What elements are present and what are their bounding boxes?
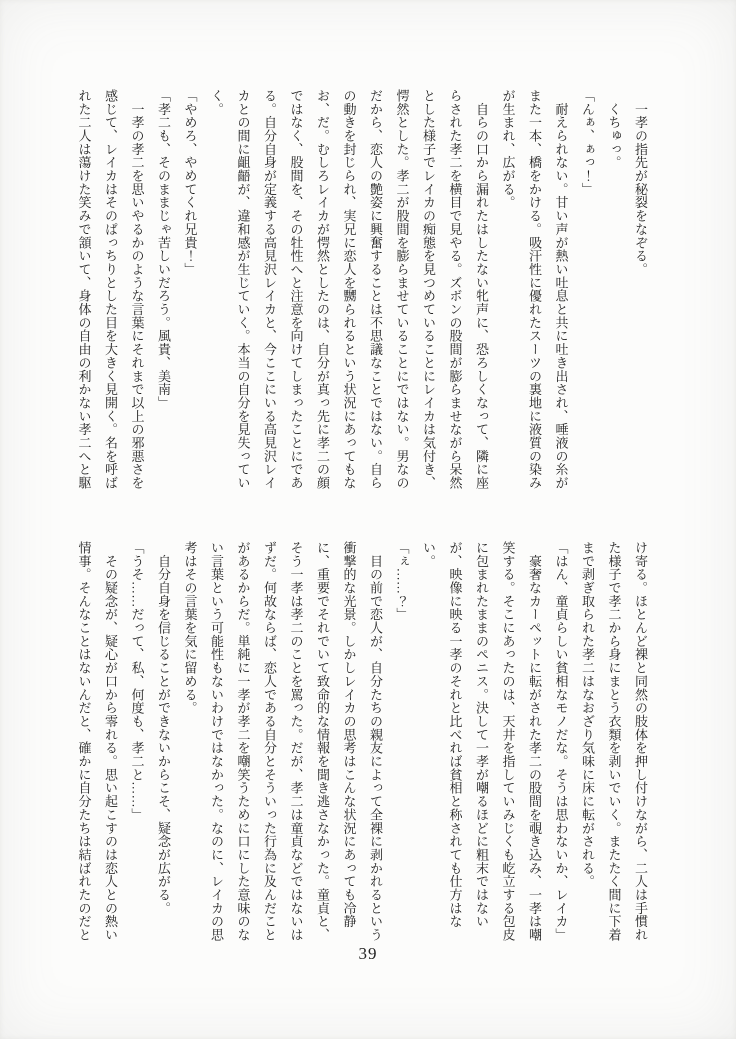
text-column: とした様子でレイカの痴態を見つめていることにレイカは気付き、 (421, 89, 436, 490)
text-column: る。自分自身が定義する高見沢レイカと、今ここにいる高見沢レイ (262, 89, 277, 490)
text-column: 考はその言葉を気に留める。 (182, 541, 198, 715)
text-column: 「うそ……だって、私、何度も、孝二と……」 (129, 541, 145, 822)
text-column: 一孝の指先が秘裂をなぞる。 (633, 89, 648, 276)
text-column: 「ぇ……？」 (394, 541, 410, 622)
text-column: カとの間に齟齬が、違和感が生じていく。本当の自分を見失ってい (235, 89, 251, 490)
text-column: が、映像に映る一孝のそれと比べれば貧相と称されても仕方はな (447, 541, 463, 929)
text-column: た様子で孝二から身にまとう衣類を剥いでいく。またたく間に下着 (606, 541, 622, 942)
text-column: け寄る。ほとんど裸と同然の肢体を押し付けながら、二人は手慣れ (633, 541, 648, 942)
text-column: 「孝二も、そのままじゃ苦しいだろう。風貴、美南」 (156, 89, 171, 410)
text-block-top (70, 89, 653, 493)
text-column: 情事。そんなことはないんだと、確かに自分たちは結ばれたのだと (76, 541, 92, 942)
text-column: い。 (421, 541, 436, 568)
text-column: らされた孝二を横目で見やる。ズボンの股間が膨らませながら呆然 (447, 89, 463, 490)
text-column: まで剥ぎ取られた孝二はなおざり気味に床に転がされる。 (580, 541, 595, 889)
text-column: 感じて、レイカはそのぱっちりとした目を大きく見開く。名を呼ば (103, 89, 118, 490)
text-column: ではなく、股間を、その牡性へと注意を向けてしまったことにであ (288, 89, 304, 490)
text-column: 自分自身を信じることができないからこそ、疑念が広がる。 (156, 541, 171, 915)
text-column: お、だ。むしろレイカが愕然としたのは、自分が真っ先に孝二の顔 (315, 89, 330, 490)
text-column: 「はん、童貞らしい貧相なモノだな。そうは思わないか、レイカ」 (553, 541, 569, 942)
text-column: れた二人は蕩けた笑みで頷いて、身体の自由の利かない孝二へと駆 (76, 89, 92, 490)
text-column: 耐えられない。甘い声が熱い吐息と共に吐き出され、唾液の糸が (553, 89, 569, 490)
text-column: また一本、橋をかける。吸汗性に優れたスーツの裏地に液質の染み (527, 89, 542, 490)
text-column: 「やめろ、やめてくれ兄貴！」 (182, 89, 198, 276)
text-column: が生まれ、広がる。 (500, 89, 516, 210)
text-column: に、重要でそれでいて致命的な情報を聞き逃さなかった。童貞と、 (315, 541, 330, 942)
text-column: ずだ。何故ならば、恋人である自分とそういった行為に及んだこと (262, 541, 277, 942)
text-column: その疑念が、疑心が口から零れる。思い起こすのは恋人との熱い (103, 541, 118, 942)
text-column: に包まれたままのペニス。決して一孝が嘲るほどに粗末ではない (474, 541, 489, 929)
text-column: 笑する。そこにあったのは、天井を指していみじくも屹立する包皮 (500, 541, 516, 942)
text-column: 「んぁ、ぁっ！」 (580, 89, 595, 196)
text-column: 一孝の孝二を思いやるかのような言葉にそれまで以上の邪悪さを (129, 89, 145, 490)
text-column: 衝撃的な光景。しかしレイカの思考はこんな状況にあっても冷静 (341, 541, 357, 929)
text-column: く。 (209, 89, 224, 116)
text-column: い言葉という可能性もないわけではなかった。なのに、レイカの思 (209, 541, 224, 942)
text-column: 目の前で恋人が、自分たちの親友によって全裸に剥かれるという (368, 541, 383, 942)
text-column: 自らの口から漏れたはしたない牝声に、恐ろしくなって、隣に座 (474, 89, 489, 490)
page-number: 39 (358, 944, 378, 963)
text-column: 愕然とした。孝二が股間を膨らませていることにではない。男なの (394, 89, 410, 490)
text-column: があるからだ。単純に一孝が孝二を嘲笑うために口にした意味のな (235, 541, 251, 942)
text-column: 豪奢なカーペットに転がされた孝二の股間を覗き込み、一孝は嘲 (527, 541, 542, 942)
text-column: そう一孝は孝二のことを罵った。だが、孝二は童貞などではないは (288, 541, 304, 942)
text-block-bottom (70, 541, 653, 942)
text-column: の動きを封じられ、実兄に恋人を嬲られるという状況にあってもな (341, 89, 357, 490)
text-column: くちゅっ。 (606, 89, 622, 170)
text-column: だから、恋人の艶姿に興奮することは不思議なことではない。自ら (368, 89, 383, 490)
